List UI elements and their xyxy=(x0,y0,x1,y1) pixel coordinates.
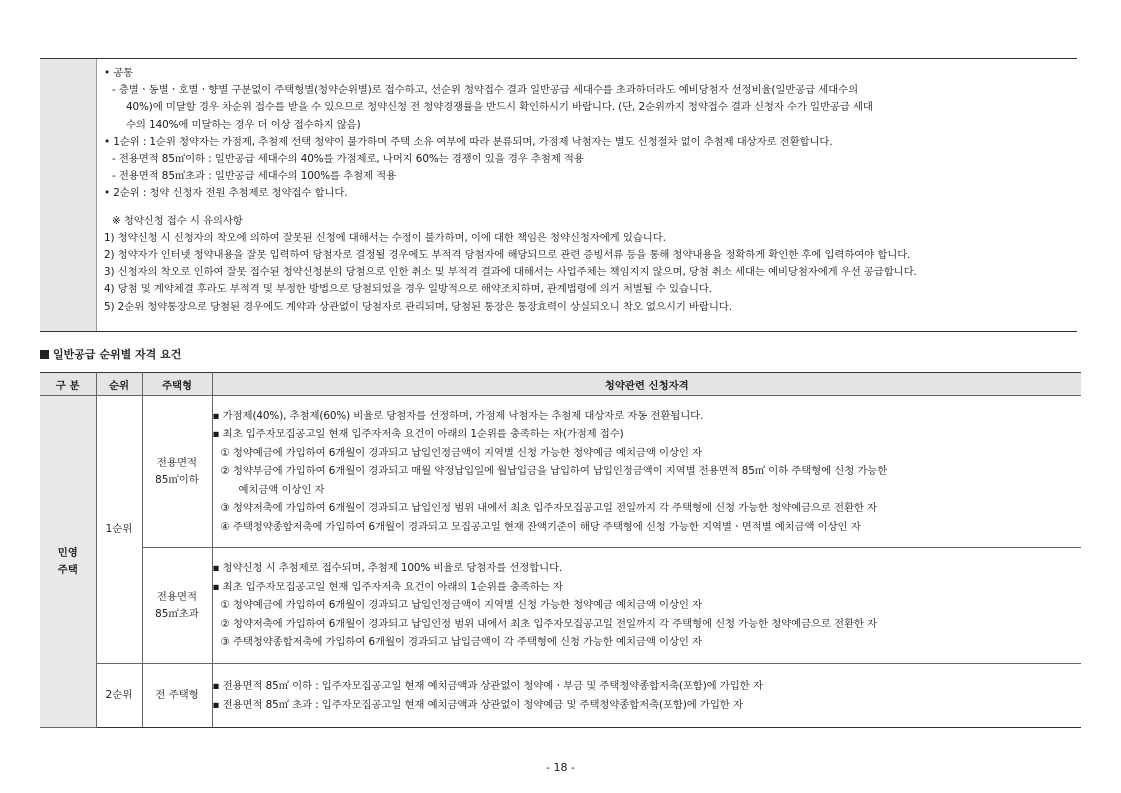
section-title-text: 일반공급 순위별 자격 요건 xyxy=(53,348,182,361)
common-line: 수의 140%에 미달하는 경우 더 이상 접수하지 않음) xyxy=(126,118,361,131)
section-title xyxy=(40,346,181,362)
qualification-line: ▪ 전용면적 85㎡ 이하 : 입주자모집공고일 현재 예치금액과 상관없이 청약예ㆍ부금 및 주택청약종합저축(포함)에 가입한 자 xyxy=(212,680,763,693)
caution-item: 4) 당첨 및 계약체결 후라도 부적격 및 부정한 방법으로 당첨되었을 경우 일방적으로 해약조치하며, 관계법령에 의거 처벌될 수 있습니다. xyxy=(104,283,712,296)
rank1-sub-note: - 전용면적 85㎡이하 : 일반공급 세대수의 40%를 가점제로, 나머지 60%는 경쟁이 있을 경우 추첨제 적용 xyxy=(112,153,584,166)
header-rank: 순위 xyxy=(96,373,142,396)
square-bullet-icon xyxy=(40,350,49,359)
caution-item: 2) 청약자가 인터넷 청약내용을 잘못 입력하여 당첨자로 결정될 경우에도 부적격 당첨자에 해당되므로 관련 증빙서류 등을 통해 청약내용을 정확하게 확인한 후에 입력하여야 합니다. xyxy=(104,249,911,262)
category-line: 민영 xyxy=(57,546,78,559)
category-cell xyxy=(40,396,96,728)
qualification-line: ▪ 최초 입주자모집공고일 현재 입주자저축 요건이 아래의 1순위를 충족하는 자 xyxy=(212,580,563,593)
qualification-line: 예치금액 이상인 자 xyxy=(238,483,325,496)
notes-content xyxy=(104,65,1072,316)
housing-type-all-cell: 전 주택형 xyxy=(142,664,212,728)
rank2-note: • 2순위 : 청약 신청자 전원 추첨제로 청약접수 합니다. xyxy=(104,187,348,200)
housing-type-le85-cell xyxy=(142,396,212,548)
qualification-line: ② 청약부금에 가입하여 6개월이 경과되고 매월 약정납입일에 월납입금을 납입하여 납입인정금액이 지역별 전용면적 85㎡ 이하 주택형에 신청 가능한 xyxy=(220,465,888,478)
caution-item: 3) 신청자의 착오로 인하여 잘못 접수된 청약신청분의 당첨으로 인한 취소 및 부적격 결과에 대해서는 사업주체는 책임지지 않으며, 당첨 취소 세대는 예비당첨자에게 우선 공급합니다. xyxy=(104,266,917,279)
rank1-note: • 1순위 : 1순위 청약자는 가점제, 추첨제 선택 청약이 불가하며 주택 소유 여부에 따라 분류되며, 가점제 낙첨자는 별도 신청절차 없이 추첨제 대상자로 전환합니다. xyxy=(104,135,833,148)
caution-item: 5) 2순위 청약통장으로 당첨된 경우에도 계약과 상관없이 당첨자로 관리되며, 당첨된 통장은 통장효력이 상실되오니 착오 없으시기 바랍니다. xyxy=(104,300,732,313)
header-category: 구 분 xyxy=(40,373,96,396)
rank2-cell: 2순위 xyxy=(96,664,142,728)
category-line: 주택 xyxy=(57,563,78,576)
qualification-line: ▪ 가점제(40%), 추첨제(60%) 비율로 당첨자를 선정하며, 가점제 낙첨자는 추첨제 대상자로 자동 전환됩니다. xyxy=(212,410,704,423)
header-qualification: 청약관련 신청자격 xyxy=(212,373,1081,396)
notes-left-label-cell xyxy=(40,59,97,331)
table-row xyxy=(40,548,1081,664)
qualification-line: ② 청약저축에 가입하여 6개월이 경과되고 납입인정 범위 내에서 최초 입주자모집공고일 전일까지 각 주택형에 신청 가능한 청약예금으로 전환한 자 xyxy=(220,617,877,630)
qualification-line: ▪ 전용면적 85㎡ 초과 : 입주자모집공고일 현재 예치금액과 상관없이 청약예금 및 주택청약종합저축(포함)에 가입한 자 xyxy=(212,698,743,711)
qualification-line: ③ 주택청약종합저축에 가입하여 6개월이 경과되고 납입금액이 각 주택형에 신청 가능한 예치금액 이상인 자 xyxy=(220,636,702,649)
qualification-line: ④ 주택청약종합저축에 가입하여 6개월이 경과되고 모집공고일 현재 잔액기준이 해당 주택형에 신청 가능한 지역별ㆍ면적별 예치금액 이상인 자 xyxy=(220,520,861,533)
table-header-row xyxy=(40,373,1081,396)
common-line: 40%)에 미달할 경우 차순위 접수를 받을 수 있으므로 청약신청 전 청약경쟁률을 반드시 확인하시기 바랍니다. (단, 2순위까지 청약접수 결과 신청자 수가 일반공급 세대 xyxy=(126,101,873,114)
qualification-line: ▪ 최초 입주자모집공고일 현재 입주자저축 요건이 아래의 1순위를 충족하는 자(가점제 접수) xyxy=(212,428,624,441)
rank1-sub-note: - 전용면적 85㎡초과 : 일반공급 세대수의 100%를 추첨제 적용 xyxy=(112,170,397,183)
page-number: - 18 - xyxy=(546,761,575,774)
common-line: - 층별ㆍ동별ㆍ호별ㆍ향별 구분없이 주택형별(청약순위별)로 접수하고, 선순위 청약접수 결과 일반공급 세대수를 초과하더라도 예비당첨자 선정비율(일반공급 세대수의 xyxy=(112,84,859,97)
qualification-le85-cell xyxy=(212,396,1081,548)
qualification-gt85-cell xyxy=(212,548,1081,664)
table-row xyxy=(40,396,1081,548)
common-header: • 공통 xyxy=(104,67,134,79)
caution-header: ※ 청약신청 접수 시 유의사항 xyxy=(112,214,243,227)
qualification-table xyxy=(40,372,1081,728)
header-housing-type: 주택형 xyxy=(142,373,212,396)
qualification-line: ① 청약예금에 가입하여 6개월이 경과되고 납입인정금액이 지역별 신청 가능한 청약예금 예치금액 이상인 자 xyxy=(220,599,702,612)
qualification-line: ▪ 청약신청 시 추첨제로 접수되며, 추첨제 100% 비율로 당첨자를 선정합니다. xyxy=(212,562,563,575)
caution-item: 1) 청약신청 시 신청자의 착오에 의하여 잘못된 신청에 대해서는 수정이 불가하며, 이에 대한 책임은 청약신청자에게 있습니다. xyxy=(104,231,666,244)
qualification-line: ③ 청약저축에 가입하여 6개월이 경과되고 납입인정 범위 내에서 최초 입주자모집공고일 전일까지 각 주택형에 신청 가능한 청약예금으로 전환한 자 xyxy=(220,502,877,515)
housing-type-line: 전용면적 xyxy=(156,456,198,469)
application-notes-box xyxy=(40,58,1077,332)
qualification-rank2-cell xyxy=(212,664,1081,728)
qualification-line: ① 청약예금에 가입하여 6개월이 경과되고 납입인정금액이 지역별 신청 가능한 청약예금 예치금액 이상인 자 xyxy=(220,446,702,459)
table-row xyxy=(40,664,1081,728)
rank1-cell: 1순위 xyxy=(96,396,142,664)
housing-type-line: 전용면적 xyxy=(156,590,198,603)
housing-type-line: 85㎡이하 xyxy=(155,473,199,486)
housing-type-line: 85㎡초과 xyxy=(155,607,199,620)
housing-type-gt85-cell xyxy=(142,548,212,664)
